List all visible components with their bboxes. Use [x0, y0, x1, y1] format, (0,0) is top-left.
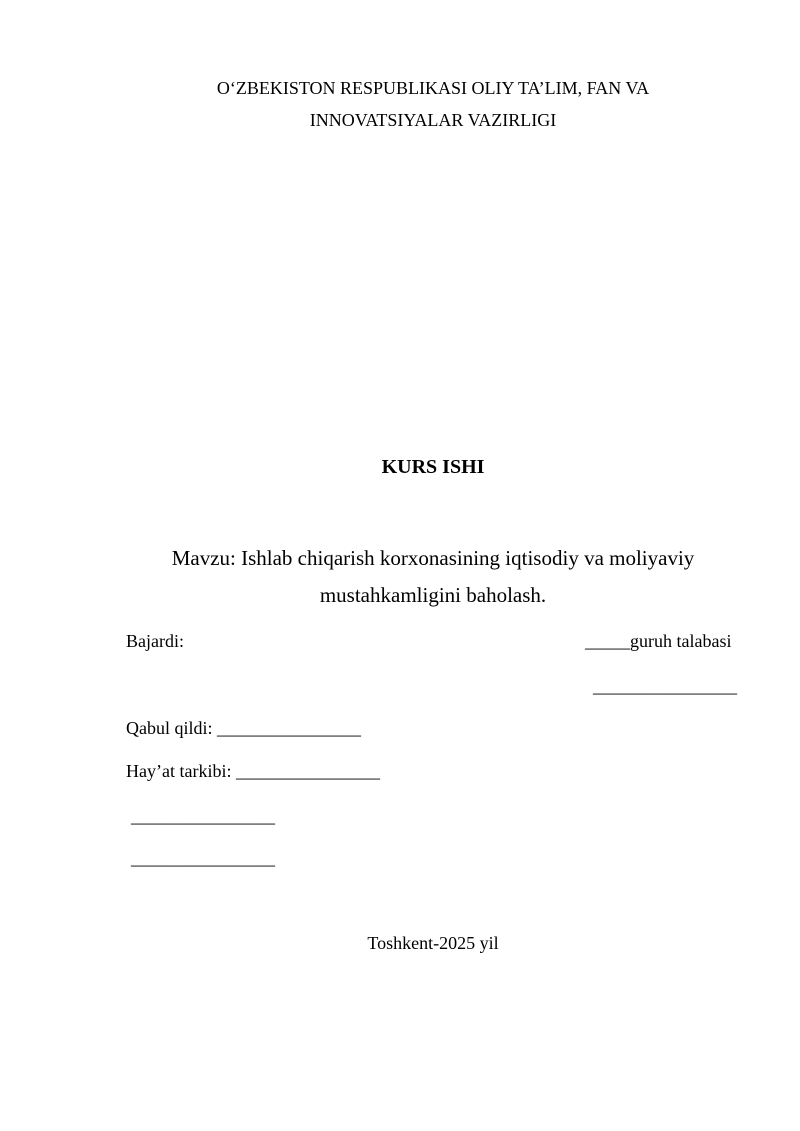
- topic-line-1: Mavzu: Ishlab chiqarish korxonasining iqtisodiy va moliyaviy: [171, 546, 695, 570]
- topic-line-2: mustahkamligini baholash.: [319, 583, 547, 607]
- committee-member-line: ________________: [131, 848, 275, 868]
- ministry-name-line-1: O‘ZBEKISTON RESPUBLIKASI OLIY TA’LIM, FAN VA: [216, 78, 650, 98]
- accepted-by: Qabul qildi: ________________: [126, 718, 361, 738]
- committee-label: Hay’at tarkibi: ________________: [126, 761, 380, 781]
- city-year: Toshkent-2025 yil: [367, 933, 499, 953]
- performer-name-line: ________________: [593, 676, 737, 696]
- performer-label: Bajardi:: [126, 631, 184, 651]
- document-title: KURS ISHI: [381, 456, 485, 478]
- performer-group: _____guruh talabasi: [585, 631, 732, 651]
- ministry-name-line-2: INNOVATSIYALAR VAZIRLIGI: [309, 110, 557, 130]
- committee-member-line: ________________: [131, 806, 275, 826]
